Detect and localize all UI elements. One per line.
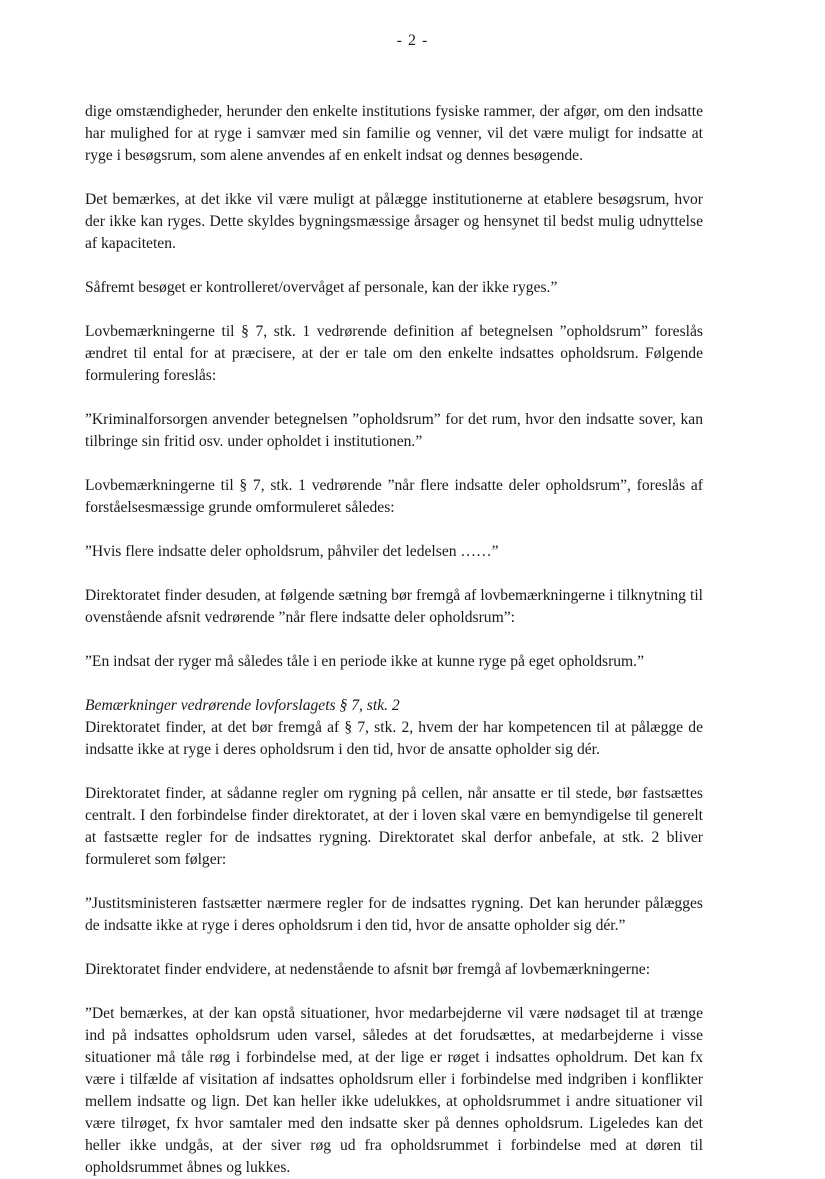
paragraph-two-sections: Direktoratet finder endvidere, at nedenstående to afsnit bør fremgå af lovbemærkningerne: bbox=[85, 961, 651, 978]
paragraph-continuation: dige omstændigheder, herunder den enkelte institutions fysiske rammer, der afgør, om den indsatte har mulighed for at ryge i samvær med sin familie og venner, vil det være muligt for indsatte at ryge i besøgsrum, som alene anvendes af en enkelt indsat og dennes besøgende. bbox=[85, 103, 703, 164]
paragraph-central-rules: Direktoratet finder, at sådanne regler om rygning på cellen, når ansatte er til stede, bør fastsættes centralt. I den forbindelse finder direktoratet, at der i loven skal være en bemyndigelse til generelt at fastsætte regler for de indsattes rygning. Direktoratet skal derfor anbefale, at stk. 2 bliver formuleret som følger: bbox=[85, 785, 703, 868]
paragraph-definition-opholdsrum: Lovbemærkningerne til § 7, stk. 1 vedrørende definition af betegnelsen ”opholdsrum” foreslås ændret til ental for at præcisere, at der er tale om den enkelte indsattes opholdsrum. Følgende formulering foreslås: bbox=[85, 323, 703, 384]
quote-definition: ”Kriminalforsorgen anvender betegnelsen ”opholdsrum” for det rum, hvor den indsatte sover, kan tilbringe sin fritid osv. under opholdet i institutionen.” bbox=[85, 411, 703, 450]
document-body bbox=[85, 101, 703, 1179]
quote-situations: ”Det bemærkes, at der kan opstå situationer, hvor medarbejderne vil være nødsaget til at trænge ind på indsattes opholdsrum uden varsel, således at det forudsættes, at medarbejderne i visse situationer må tåle røg i forbindelse med, at der lige er røget i indsattes opholdrum. Det kan fx være i tilfælde af visitation af indsattes opholdsrum eller i forbindelse med indgriben i konflikter mellem indsatte og lign. Det kan heller ikke udelukkes, at opholdsrummet i andre situationer vil være tilrøget, fx hvor samtaler med den indsatte sker på dennes opholdsrum. Ligeledes kan det heller ikke undgås, at der siver røg ud fra opholdsrummet i forbindelse med at døren til opholdsrummet åbnes og lukkes. bbox=[85, 1005, 703, 1176]
quote-minister-rules: ”Justitsministeren fastsætter nærmere regler for de indsattes rygning. Det kan herunder pålægges de indsatte ikke at ryge i deres opholdsrum i den tid, hvor de ansatte opholder sig dér.” bbox=[85, 895, 703, 934]
quote-shared-rooms: ”Hvis flere indsatte deler opholdsrum, påhviler det ledelsen ……” bbox=[85, 543, 499, 560]
paragraph-additional-sentence: Direktoratet finder desuden, at følgende sætning bør fremgå af lovbemærkningerne i tilknytning til ovenstående afsnit vedrørende ”når flere indsatte deler opholdsrum”: bbox=[85, 587, 703, 626]
quote-additional-sentence: ”En indsat der ryger må således tåle i en periode ikke at kunne ryge på eget opholdsrum.” bbox=[85, 653, 645, 670]
paragraph-competence: Direktoratet finder, at det bør fremgå af § 7, stk. 2, hvem der har kompetencen til at pålægge de indsatte ikke at ryge i deres opholdsrum i den tid, hvor de ansatte opholder sig dér. bbox=[85, 719, 703, 758]
paragraph-shared-rooms: Lovbemærkningerne til § 7, stk. 1 vedrørende ”når flere indsatte deler opholdsrum”, foreslås af forståelsesmæssige grunde omformuleret således: bbox=[85, 477, 703, 516]
page-number: - 2 - bbox=[396, 32, 429, 49]
paragraph-supervised-visit: Såfremt besøget er kontrolleret/overvåget af personale, kan der ikke ryges.” bbox=[85, 279, 558, 296]
section-heading-stk2: Bemærkninger vedrørende lovforslagets § 7, stk. 2 bbox=[85, 697, 400, 714]
paragraph-visiting-rooms: Det bemærkes, at det ikke vil være muligt at pålægge institutionerne at etablere besøgsrum, hvor der ikke kan ryges. Dette skyldes bygningsmæssige årsager og hensynet til bedst mulig udnyttelse af kapaciteten. bbox=[85, 191, 703, 252]
